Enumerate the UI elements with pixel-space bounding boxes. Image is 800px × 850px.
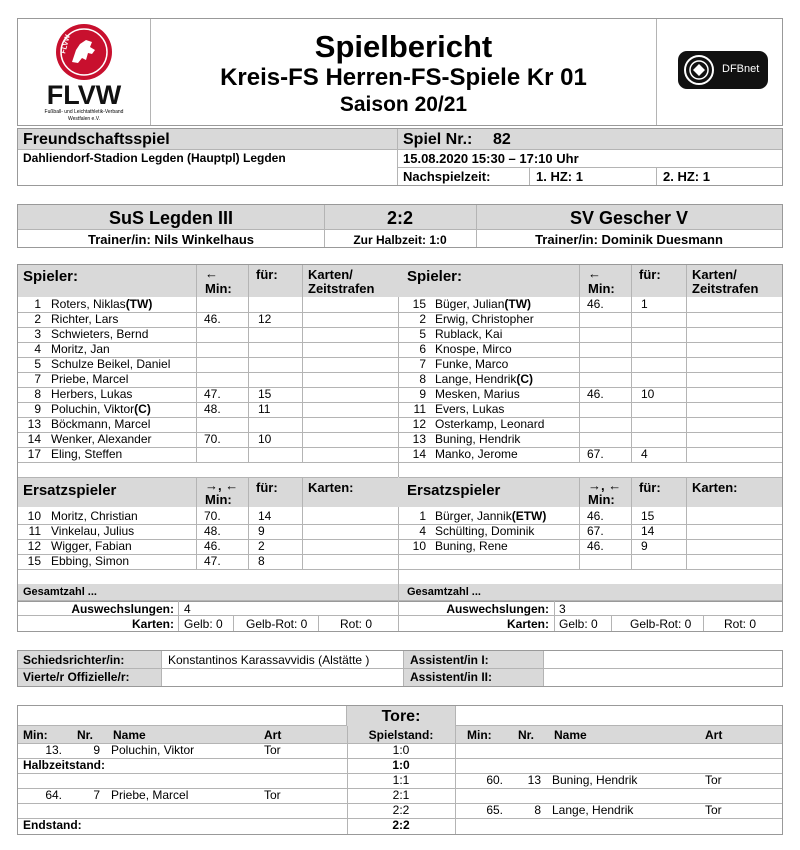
player-sub-minute: 48. [204,524,221,538]
home-player-row [18,387,398,402]
away-sub-min-header: Min: [588,492,615,507]
player-substituted-for: 2 [258,539,265,553]
competition-title: Kreis-FS Herren-FS-Spiele Kr 01 [220,64,587,91]
player-sub-minute: 46. [587,539,604,553]
away-player-row [399,297,782,312]
away-cards-header: Karten/ [692,267,737,282]
player-number: 15 [27,554,41,568]
halftime-score-value: 1:0 [392,758,410,772]
match-number-label: Spiel Nr.: [403,131,473,148]
player-sub-minute: 47. [204,554,221,568]
player-number: 10 [27,509,41,523]
match-venue: Dahliendorf-Stadion Legden (Hauptpl) Legden [23,151,286,165]
home-yellow-red-cards: Gelb-Rot: 0 [246,617,308,631]
player-role-tag: (ETW) [511,509,547,523]
flvw-logo-line-2: Westfalen e.V. [68,116,100,122]
home-min-arrow: ← [205,266,218,281]
goal-scorer: Priebe, Marcel [111,788,189,802]
goal-row [18,758,782,773]
home-player-row [18,357,398,372]
report-header [17,18,783,126]
goal-scorer: Buning, Hendrik [552,773,638,787]
player-number: 13 [27,417,41,431]
goal-row [18,743,782,758]
player-substituted-for: 15 [641,509,655,523]
player-name: Wigger, Fabian [51,539,132,553]
player-name: Büger, Julian(TW) [435,297,532,311]
player-number: 4 [34,342,41,356]
home-subs-count-label: Auswechslungen: [71,602,174,616]
home-player-row [18,554,398,569]
goal-row [18,773,782,788]
player-number: 2 [419,312,426,326]
player-number: 5 [419,327,426,341]
home-player-row [18,402,398,417]
away-min-header: Min: [588,281,615,296]
goals-away-type-header: Art [705,728,723,742]
player-number: 1 [419,509,426,523]
player-number: 3 [34,327,41,341]
player-substituted-for: 4 [641,447,648,461]
goals-home-type-header: Art [264,728,282,742]
away-red-cards: Rot: 0 [724,617,757,631]
player-substituted-for: 1 [641,297,648,311]
goals-home-name-header: Name [113,728,146,742]
goal-minute: 64. [45,788,62,802]
home-totals-title: Gesamtzahl ... [23,586,97,598]
away-subs-header: Ersatzspieler [407,482,501,499]
player-number: 4 [419,524,426,538]
player-name: Böckmann, Marcel [51,417,151,431]
player-sub-minute: 48. [204,402,221,416]
away-player-row [399,372,782,387]
final-label: Endstand: [23,818,82,832]
player-number: 8 [419,372,426,386]
home-sub-cards-header: Karten: [308,480,354,495]
home-player-row [18,417,398,432]
player-substituted-for: 14 [258,509,272,523]
player-number: 12 [412,417,426,431]
player-number: 2 [34,312,41,326]
home-players-header: Spieler: [23,268,79,285]
player-name: Erwig, Christopher [435,312,534,326]
player-sub-minute: 46. [587,297,604,311]
player-name: Knospe, Mirco [435,342,512,356]
player-name: Priebe, Marcel [51,372,129,386]
away-player-row [399,539,782,554]
assistant2-label: Assistent/in II: [410,670,493,684]
final-score-value: 2:2 [392,818,410,832]
player-substituted-for: 9 [641,539,648,553]
player-number: 14 [412,447,426,461]
flvw-logo-line-1: Fußball- und Leichtathletik-Verband [44,109,124,115]
home-player-row [18,297,398,312]
home-min-header: Min: [205,281,232,296]
player-number: 12 [27,539,41,553]
away-player-row [399,509,782,524]
player-number: 10 [412,539,426,553]
away-players-header: Spieler: [407,268,463,285]
player-name: Moritz, Jan [51,342,110,356]
away-coach: Trainer/in: Dominik Duesmann [535,232,723,247]
flvw-crest-icon [28,22,140,82]
player-number: 6 [419,342,426,356]
player-name: Richter, Lars [51,312,119,326]
home-red-cards: Rot: 0 [340,617,373,631]
player-number: 9 [34,402,41,416]
goal-row [18,803,782,818]
player-substituted-for: 11 [258,402,271,416]
goal-player-number: 7 [93,788,100,802]
home-sub-for-header: für: [256,480,278,495]
flvw-logo [28,22,140,122]
away-yellow-cards: Gelb: 0 [559,617,598,631]
goal-type: Tor [705,803,722,817]
lineups [17,264,783,602]
goal-scorer: Lange, Hendrik [552,803,634,817]
away-subs-count: 3 [559,602,566,616]
away-player-row [399,357,782,372]
home-player-row [18,312,398,327]
goal-score: 1:0 [392,743,410,757]
fourth-official-label: Vierte/r Offizielle/r: [23,670,130,684]
player-sub-minute: 67. [587,447,604,461]
away-player-row [399,342,782,357]
player-sub-minute: 46. [204,312,221,326]
player-role-tag: (TW) [125,297,153,311]
home-player-row [18,342,398,357]
dfbnet-logo-name: DFBnet [722,63,760,75]
goals-list [18,743,782,834]
away-yellow-red-cards: Gelb-Rot: 0 [630,617,692,631]
player-role-tag: (C) [134,402,151,416]
away-penalties-header: Zeitstrafen [692,281,759,296]
player-number: 14 [27,432,41,446]
goal-score: 2:2 [392,803,410,817]
player-role-tag: (TW) [504,297,532,311]
goal-minute: 65. [486,803,503,817]
away-player-row [399,447,782,462]
extra-time-label: Nachspielzeit: [403,169,491,184]
player-sub-minute: 67. [587,524,604,538]
home-sub-min-arrows: →, ← [205,478,239,493]
home-sub-min-header: Min: [205,492,232,507]
player-number: 11 [28,524,41,538]
player-substituted-for: 15 [258,387,272,401]
dfbnet-logo [678,51,768,89]
home-player-row [18,327,398,342]
player-sub-minute: 46. [587,387,604,401]
player-number: 13 [412,432,426,446]
home-penalties-header: Zeitstrafen [308,281,375,296]
player-name: Manko, Jerome [435,447,518,461]
player-name: Buning, Rene [435,539,508,553]
player-number: 15 [412,297,426,311]
away-sub-min-arrows: →, ← [588,478,622,493]
away-sub-for-header: für: [639,480,661,495]
goal-player-number: 8 [534,803,541,817]
dfb-eagle-icon [682,53,716,87]
goal-scorer: Poluchin, Viktor [111,743,195,757]
player-name: Buning, Hendrik [435,432,521,446]
flvw-logo-name: FLVW [46,80,122,110]
match-number: 82 [493,131,511,148]
goal-row [18,818,782,833]
player-number: 8 [34,387,41,401]
goal-player-number: 13 [527,773,541,787]
player-sub-minute: 46. [204,539,221,553]
season-title: Saison 20/21 [339,93,468,116]
goal-type: Tor [705,773,722,787]
goals-title: Tore: [381,708,421,725]
home-lineup [18,265,398,601]
away-player-row [399,524,782,539]
player-name: Schülting, Dominik [435,524,535,538]
player-name: Mesken, Marius [435,387,520,401]
home-player-row [18,432,398,447]
away-lineup [399,265,782,601]
away-cards-label: Karten: [506,617,549,631]
away-player-row [399,417,782,432]
player-name: Wenker, Alexander [51,432,152,446]
away-player-row [399,327,782,342]
player-number: 7 [419,357,426,371]
player-name: Herbers, Lukas [51,387,133,401]
goal-minute: 13. [45,743,62,757]
player-name: Bürger, Jannik(ETW) [435,509,547,523]
home-cards-header: Karten/ [308,267,353,282]
svg-text:FLVW: FLVW [60,34,72,55]
halftime-label: Halbzeitstand: [23,758,106,772]
away-subs-count-label: Auswechslungen: [446,602,549,616]
player-substituted-for: 14 [641,524,655,538]
player-sub-minute: 47. [204,387,221,401]
home-subs-count: 4 [184,602,191,616]
home-player-row [18,539,398,554]
referee-label: Schiedsrichter/in: [23,653,125,667]
totals [17,584,783,632]
away-min-arrow: ← [588,266,601,281]
player-number: 17 [27,447,41,461]
home-player-row [18,372,398,387]
score-box [17,204,783,248]
player-name: Moritz, Christian [51,509,138,523]
player-substituted-for: 8 [258,554,265,568]
home-player-row [18,524,398,539]
match-info [17,128,783,186]
away-team-name: SV Gescher V [569,208,689,228]
goals-score-header: Spielstand: [368,728,434,742]
goals-away-nr-header: Nr. [518,728,535,742]
player-substituted-for: 9 [258,524,265,538]
away-player-row [399,432,782,447]
home-yellow-cards: Gelb: 0 [184,617,223,631]
goal-score: 1:1 [392,773,410,787]
match-datetime: 15.08.2020 15:30 – 17:10 Uhr [403,151,579,166]
home-cards-label: Karten: [131,617,174,631]
goal-type: Tor [264,788,281,802]
player-name: Rublack, Kai [435,327,503,341]
goal-row [18,788,782,803]
player-name: Vinkelau, Julius [51,524,135,538]
away-sub-cards-header: Karten: [692,480,738,495]
player-name: Funke, Marco [435,357,509,371]
report-title: Spielbericht [314,29,493,64]
away-for-header: für: [639,267,661,282]
away-players-list [399,297,782,462]
player-sub-minute: 70. [204,432,221,446]
home-player-row [18,509,398,524]
player-name: Osterkamp, Leonard [435,417,545,431]
goal-player-number: 9 [93,743,100,757]
goals-home-nr-header: Nr. [77,728,94,742]
player-name: Poluchin, Viktor(C) [51,402,151,416]
away-player-row [399,402,782,417]
home-player-row [18,447,398,462]
assistant1-label: Assistent/in I: [410,653,489,667]
goal-type: Tor [264,743,281,757]
player-name: Ebbing, Simon [51,554,130,568]
home-subs-list [18,509,398,569]
player-name: Evers, Lukas [435,402,505,416]
player-name: Lange, Hendrik(C) [435,372,534,386]
player-number: 7 [34,372,41,386]
first-half-extra-time: 1. HZ: 1 [536,169,583,184]
second-half-extra-time: 2. HZ: 1 [663,169,710,184]
player-number: 1 [34,297,41,311]
home-team-name: SuS Legden III [108,208,233,228]
final-score: 2:2 [386,208,413,228]
player-substituted-for: 10 [641,387,655,401]
goals [17,705,783,835]
player-role-tag: (C) [516,372,534,386]
player-name: Eling, Steffen [51,447,123,461]
goals-away-min-header: Min: [467,728,492,742]
player-sub-minute: 46. [587,509,604,523]
away-subs-list [399,509,782,569]
player-name: Roters, Niklas(TW) [51,297,153,311]
goals-away-name-header: Name [554,728,587,742]
goal-score: 2:1 [392,788,410,802]
home-coach: Trainer/in: Nils Winkelhaus [87,232,255,247]
home-for-header: für: [256,267,278,282]
away-player-row [399,312,782,327]
home-players-list [18,297,398,462]
player-substituted-for: 12 [258,312,272,326]
referee-name: Konstantinos Karassavvidis (Alstätte ) [168,653,370,667]
player-number: 11 [413,402,426,416]
match-type: Freundschaftsspiel [23,131,170,148]
player-name: Schwieters, Bernd [51,327,149,341]
player-substituted-for: 10 [258,432,272,446]
player-name: Schulze Beikel, Daniel [51,357,171,371]
player-number: 5 [34,357,41,371]
away-totals-title: Gesamtzahl ... [407,586,481,598]
goal-minute: 60. [486,773,503,787]
halftime-score: Zur Halbzeit: 1:0 [353,233,447,247]
player-sub-minute: 70. [204,509,221,523]
home-subs-header: Ersatzspieler [23,482,117,499]
officials [17,650,783,687]
player-number: 9 [419,387,426,401]
away-player-row [399,387,782,402]
goals-home-min-header: Min: [23,728,48,742]
